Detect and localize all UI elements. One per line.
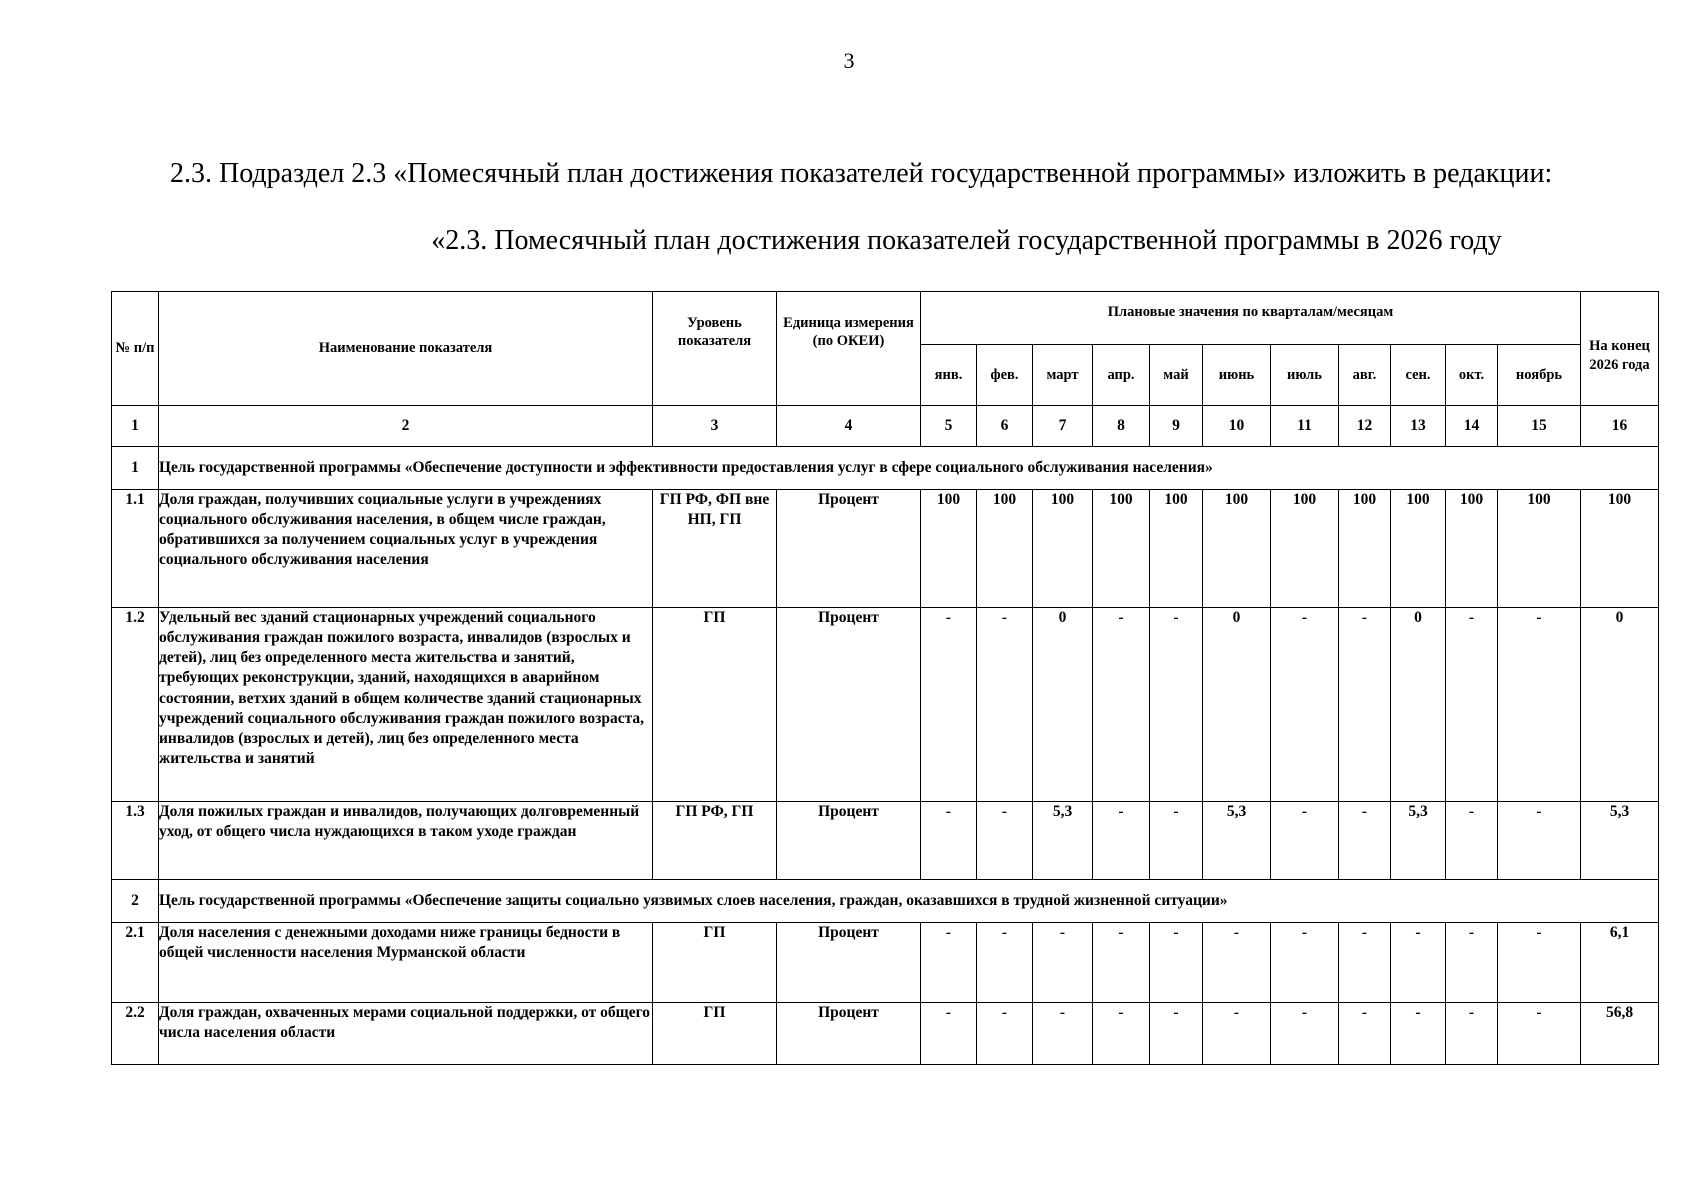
- column-number: 8: [1093, 406, 1150, 447]
- month-value: -: [977, 608, 1033, 802]
- month-value: -: [921, 608, 977, 802]
- month-value: 100: [1498, 490, 1581, 608]
- table-row: [112, 608, 1659, 802]
- indicator-number: 1.1: [112, 490, 159, 608]
- column-number: 13: [1391, 406, 1446, 447]
- goal-text: Цель государственной программы «Обеспечение доступности и эффективности предоставления услуг в сфере социального обслуживания населения»: [159, 447, 1659, 490]
- header-unit: Единица измерения (по ОКЕИ): [777, 292, 921, 406]
- indicator-unit: Процент: [777, 608, 921, 802]
- header-month: март: [1033, 345, 1093, 406]
- month-value: 0: [1391, 608, 1446, 802]
- month-value: -: [1391, 1003, 1446, 1065]
- header-month: май: [1150, 345, 1203, 406]
- month-value: -: [1391, 923, 1446, 1003]
- indicator-unit: Процент: [777, 1003, 921, 1065]
- year-end-value: 6,1: [1581, 923, 1659, 1003]
- table-row: [112, 923, 1659, 1003]
- column-number: 10: [1203, 406, 1271, 447]
- header-month: окт.: [1446, 345, 1498, 406]
- page-number: 3: [843, 48, 855, 73]
- table-row: [112, 1003, 1659, 1065]
- goal-row: [112, 880, 1659, 923]
- month-value: -: [1339, 923, 1391, 1003]
- column-number: 2: [159, 406, 653, 447]
- month-value: -: [977, 1003, 1033, 1065]
- column-number: 3: [653, 406, 777, 447]
- intro-text: 2.3. Подраздел 2.3 «Помесячный план достижения показателей государственной программы» изложить в редакции:: [170, 158, 1553, 189]
- header-month: ноябрь: [1498, 345, 1581, 406]
- month-value: -: [1271, 1003, 1339, 1065]
- indicator-level: ГП РФ, ГП: [653, 802, 777, 880]
- column-number: 12: [1339, 406, 1391, 447]
- indicator-level: ГП РФ, ФП вне НП, ГП: [653, 490, 777, 608]
- month-value: 100: [1203, 490, 1271, 608]
- month-value: -: [1339, 608, 1391, 802]
- indicator-name: Доля граждан, получивших социальные услуги в учреждениях социального обслуживания населения, в общем числе граждан, обратившихся за получением социальных услуг в учреждения социального обслуживания населения: [159, 490, 653, 608]
- column-number: 6: [977, 406, 1033, 447]
- month-value: -: [1150, 923, 1203, 1003]
- header-num: № п/п: [112, 292, 159, 406]
- month-value: -: [1203, 923, 1271, 1003]
- month-value: -: [977, 802, 1033, 880]
- indicator-name: Доля граждан, охваченных мерами социальной поддержки, от общего числа населения области: [159, 1003, 653, 1065]
- column-number: 14: [1446, 406, 1498, 447]
- header-month: фев.: [977, 345, 1033, 406]
- indicator-unit: Процент: [777, 490, 921, 608]
- header-month: июль: [1271, 345, 1339, 406]
- month-value: -: [921, 923, 977, 1003]
- month-value: -: [1150, 1003, 1203, 1065]
- indicator-number: 1.2: [112, 608, 159, 802]
- table-title: «2.3. Помесячный план достижения показателей государственной программы в 2026 году: [431, 225, 1502, 256]
- header-month: июнь: [1203, 345, 1271, 406]
- month-value: 0: [1203, 608, 1271, 802]
- header-name: Наименование показателя: [159, 292, 653, 406]
- column-number: 11: [1271, 406, 1339, 447]
- month-value: 5,3: [1203, 802, 1271, 880]
- column-number: 1: [112, 406, 159, 447]
- indicator-number: 1.3: [112, 802, 159, 880]
- month-value: -: [1446, 1003, 1498, 1065]
- column-number: 9: [1150, 406, 1203, 447]
- month-value: -: [1446, 923, 1498, 1003]
- header-plan: Плановые значения по кварталам/месяцам: [921, 292, 1581, 345]
- month-value: -: [1203, 1003, 1271, 1065]
- indicator-number: 2.2: [112, 1003, 159, 1065]
- goal-row: [112, 447, 1659, 490]
- header-month: сен.: [1391, 345, 1446, 406]
- header-level: Уровень показателя: [653, 292, 777, 406]
- month-value: 100: [921, 490, 977, 608]
- month-value: 100: [1271, 490, 1339, 608]
- month-value: -: [1150, 802, 1203, 880]
- column-number: 5: [921, 406, 977, 447]
- goal-text: Цель государственной программы «Обеспечение защиты социально уязвимых слоев населения, граждан, оказавшихся в трудной жизненной ситуации»: [159, 880, 1659, 923]
- indicator-unit: Процент: [777, 923, 921, 1003]
- month-value: 100: [1339, 490, 1391, 608]
- year-end-value: 5,3: [1581, 802, 1659, 880]
- month-value: 100: [1150, 490, 1203, 608]
- indicator-number: 2.1: [112, 923, 159, 1003]
- indicator-level: ГП: [653, 1003, 777, 1065]
- month-value: -: [1033, 923, 1093, 1003]
- month-value: 100: [1033, 490, 1093, 608]
- header-month: апр.: [1093, 345, 1150, 406]
- month-value: -: [921, 802, 977, 880]
- column-number: 16: [1581, 406, 1659, 447]
- header-month: янв.: [921, 345, 977, 406]
- indicator-level: ГП: [653, 608, 777, 802]
- month-value: 5,3: [1391, 802, 1446, 880]
- month-value: -: [1271, 802, 1339, 880]
- indicator-name: Удельный вес зданий стационарных учреждений социального обслуживания граждан пожилого возраста, инвалидов (взрослых и детей), лиц без определенного места жительства и занятий, требующих реконструкции, зданий, находящихся в аварийном состоянии, ветхих зданий в общем количестве зданий стационарных учреждений социального обслуживания граждан пожилого возраста, инвалидов (взрослых и детей), лиц без определенного места жительства и занятий: [159, 608, 653, 802]
- indicator-unit: Процент: [777, 802, 921, 880]
- month-value: 5,3: [1033, 802, 1093, 880]
- year-end-value: 100: [1581, 490, 1659, 608]
- year-end-value: 56,8: [1581, 1003, 1659, 1065]
- month-value: -: [1033, 1003, 1093, 1065]
- table-row: [112, 802, 1659, 880]
- month-value: -: [1498, 608, 1581, 802]
- month-value: 100: [977, 490, 1033, 608]
- month-value: -: [921, 1003, 977, 1065]
- month-value: -: [1150, 608, 1203, 802]
- month-value: -: [1498, 802, 1581, 880]
- month-value: -: [1498, 1003, 1581, 1065]
- month-value: -: [1271, 923, 1339, 1003]
- indicator-name: Доля пожилых граждан и инвалидов, получающих долговременный уход, от общего числа нуждающихся в таком уходе граждан: [159, 802, 653, 880]
- month-value: -: [1093, 802, 1150, 880]
- month-value: 100: [1446, 490, 1498, 608]
- month-value: 0: [1033, 608, 1093, 802]
- month-value: -: [977, 923, 1033, 1003]
- year-end-value: 0: [1581, 608, 1659, 802]
- monthly-plan-table: [111, 291, 1659, 1065]
- month-value: -: [1446, 608, 1498, 802]
- goal-number: 2: [112, 880, 159, 923]
- month-value: -: [1093, 923, 1150, 1003]
- month-value: 100: [1093, 490, 1150, 608]
- header-month: авг.: [1339, 345, 1391, 406]
- month-value: -: [1339, 1003, 1391, 1065]
- column-number: 15: [1498, 406, 1581, 447]
- month-value: -: [1093, 608, 1150, 802]
- goal-number: 1: [112, 447, 159, 490]
- column-number: 4: [777, 406, 921, 447]
- month-value: -: [1498, 923, 1581, 1003]
- header-end: На конец 2026 года: [1581, 292, 1659, 406]
- month-value: 100: [1391, 490, 1446, 608]
- table-row: [112, 490, 1659, 608]
- column-number: 7: [1033, 406, 1093, 447]
- month-value: -: [1446, 802, 1498, 880]
- indicator-name: Доля населения с денежными доходами ниже границы бедности в общей численности населения Мурманской области: [159, 923, 653, 1003]
- month-value: -: [1093, 1003, 1150, 1065]
- month-value: -: [1339, 802, 1391, 880]
- indicator-level: ГП: [653, 923, 777, 1003]
- month-value: -: [1271, 608, 1339, 802]
